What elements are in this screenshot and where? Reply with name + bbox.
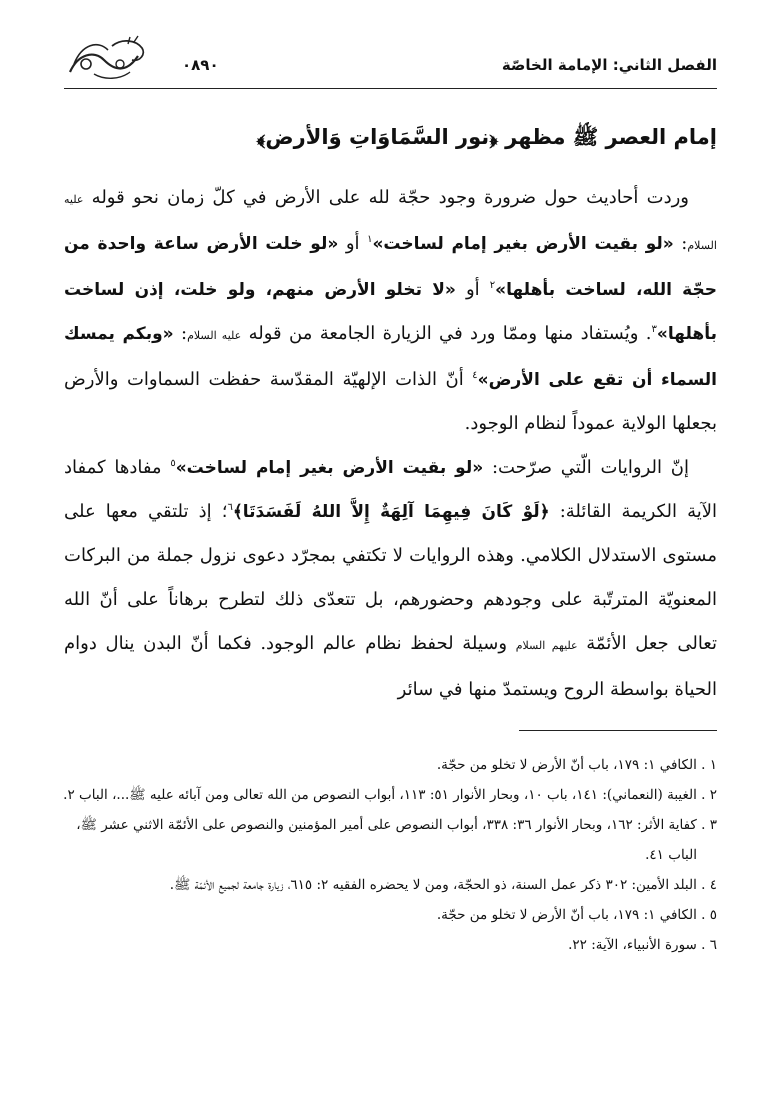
paragraph-1: وردت أحاديث حول ضرورة وجود حجّة لله على الأرض في كلّ زمان نحو قوله عليه السلام: «لو بقيت الأرض بغير إمام لساخت»$^١$ أو «لو خلت الأرض ساعة واحدة من حجّة الله، لساخت بأهلها»$^٢$ أو «لا تخلو الأرض منهم، ولو خلت، إذن لساخت بأهلها»$^٣$. ويُستفاد منها وممّا ورد في الزيارة الجامعة من قوله عليه السلام: «وبكم يمسك السماء أن تقع على الأرض»$^٤$ أنّ الذات الإلهيّة المقدّسة حفظت السماوات والأرض بجعلها الولاية عموداً لنظام الوجود. <box>64 187 717 434</box>
page-header <box>64 34 717 84</box>
honorific-symbol: عليه السلام <box>64 193 717 252</box>
hadith-quote: «وبكم يمسك السماء أن تقع على الأرض» <box>64 324 717 390</box>
footnote: ٥ . الكافي ١: ١٧٩، باب أنّ الأرض لا تخلو من حجّة. <box>436 907 717 923</box>
footnote-ref: ٤ <box>472 370 478 381</box>
footnote-rule <box>519 730 717 731</box>
header-rule <box>64 88 717 89</box>
footnote-ref: ٣ <box>651 324 657 335</box>
hadith-quote: «لو خلت الأرض ساعة واحدة من حجّة الله، لساخت بأهلها» <box>64 234 717 300</box>
main-text <box>64 176 717 712</box>
footnote: ٤ . البلد الأمين: ٣٠٢ ذكر عمل السنة، ذو الحجّة، ومن لا يحضره الفقيه ٢: ٦١٥، زيارة جامعة لجميع الأئمّة ﷺ. <box>169 877 717 893</box>
quran-verse: ﴿لَوْ كَانَ فِيهِمَا آلِهَةٌ إِلاَّ اللهُ لَفَسَدَتَا﴾ <box>232 502 550 522</box>
hadith-quote: «لا تخلو الأرض منهم، ولو خلت، إذن لساخت بأهلها» <box>64 280 717 344</box>
footnote: ٢ . الغيبة (النعماني): ١٤١، باب ١٠، وبحار الأنوار ٥١: ١١٣، أبواب النصوص من الله تعالى ومن آبائه عليه ﷺ...، الباب ٢. <box>63 787 717 803</box>
hadith-quote: «لو بقيت الأرض بغير إمام لساخت» <box>372 234 674 254</box>
footnote: ٣ . كفاية الأثر: ١٦٢، وبحار الأنوار ٣٦: ٣٣٨، أبواب النصوص على أمير المؤمنين والنصوص على الأئمّة الاثني عشر ﷺ، الباب ٤١. <box>76 817 717 863</box>
paragraph-2: إنّ الروايات الّتي صرّحت: «لو بقيت الأرض بغير إمام لساخت»$^٥$ مفادها كمفاد الآية الكريمة القائلة: ﴿لَوْ كَانَ فِيهِمَا آلِهَةٌ إِلاَّ اللهُ لَفَسَدَتَا﴾$^٦$؛ إذ تلتقي معها على مستوى الاستدلال الكلامي. وهذه الروايات لا تكتفي بمجرّد دعوى نزول جملة من البركات المعنويّة المترتّبة على وجودهم وحضورهم، بل تتعدّى ذلك لتطرح برهاناً على أنّ الله تعالى جعل الأئمّة عليهم السلام وسيلة لحفظ نظام عالم الوجود. فكما أنّ البدن ينال دوام الحياة بواسطة الروح ويستمدّ منها في سائر <box>64 457 717 700</box>
footnote: ١ . الكافي ١: ١٧٩، باب أنّ الأرض لا تخلو من حجّة. <box>436 757 717 773</box>
hadith-quote: «لو بقيت الأرض بغير إمام لساخت» <box>175 458 484 478</box>
page-number: ۰۸۹۰ <box>182 56 219 74</box>
honorific-symbol: عليهم السلام <box>515 639 578 652</box>
running-title: الفصل الثاني: الإمامة الخاصّة <box>501 56 717 74</box>
footnote-ref: ٢ <box>489 280 496 291</box>
footnote: ٦ . سورة الأنبياء، الآية: ٢٢. <box>568 937 717 953</box>
footnote-ref: ٥ <box>170 458 176 469</box>
footnotes <box>60 750 717 960</box>
footnote-ref: ١ <box>367 234 373 245</box>
calligraphic-ornament-icon <box>64 34 148 82</box>
footnote-ref: ٦ <box>227 502 233 513</box>
honorific-symbol: عليه السلام <box>187 329 242 342</box>
section-title: إمام العصر ﷺ مظهر ﴿نور السَّمَاوَاتِ وَالأرض﴾ <box>256 125 717 149</box>
